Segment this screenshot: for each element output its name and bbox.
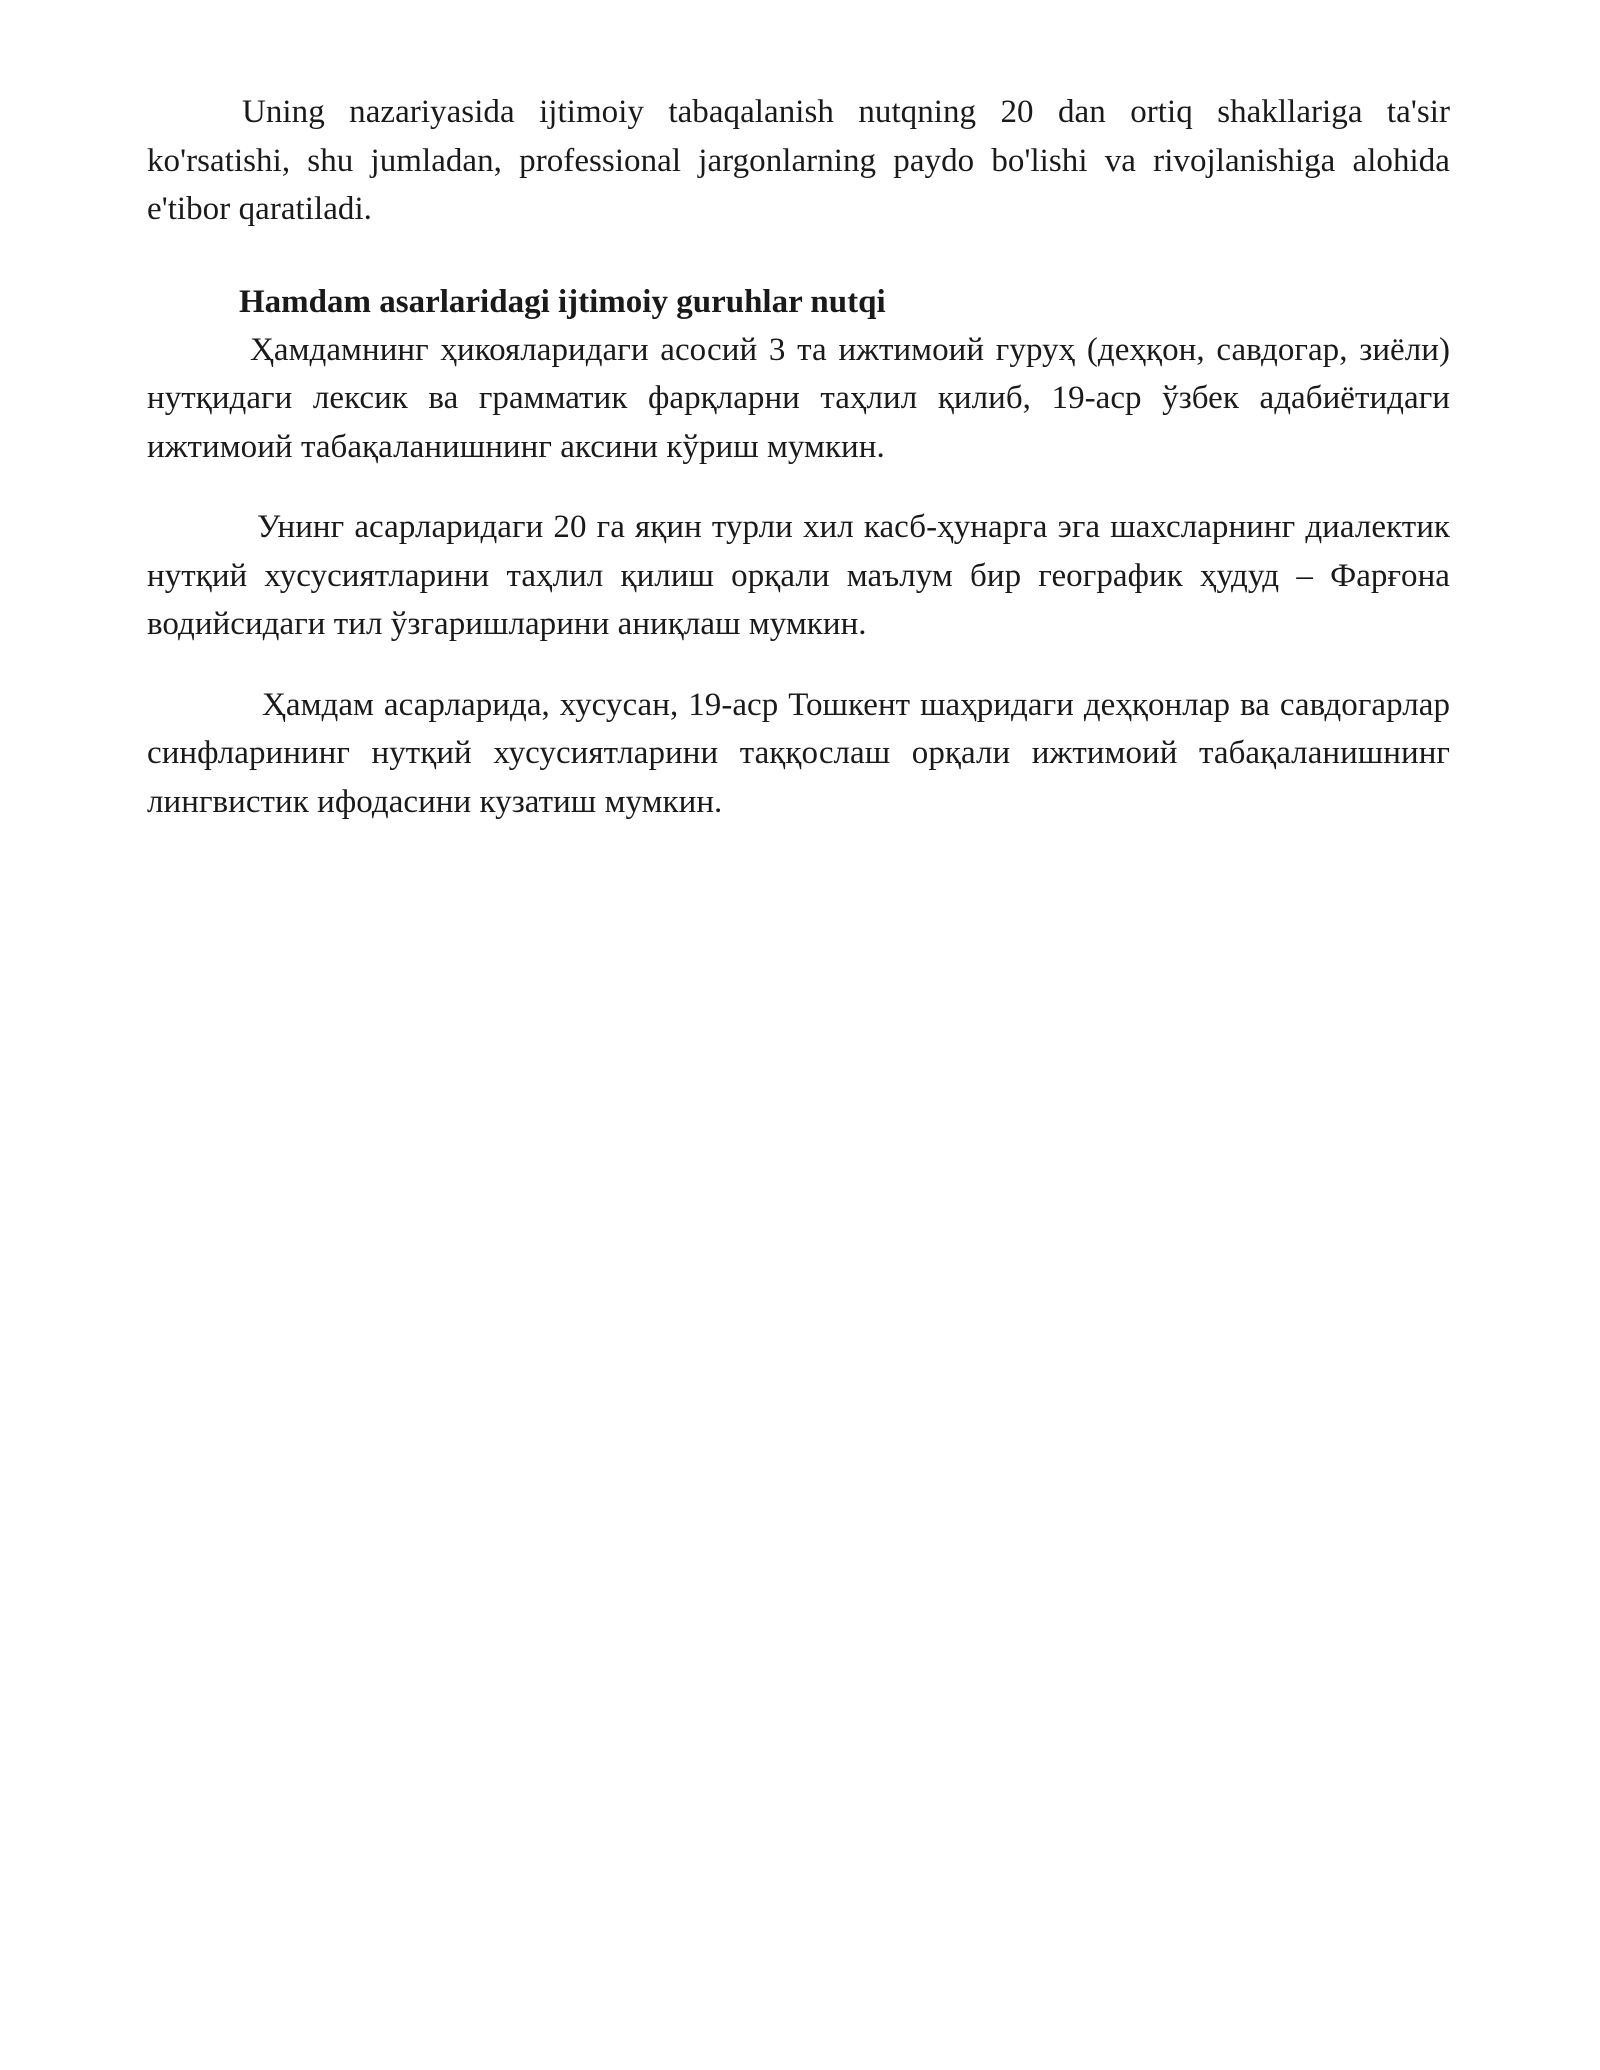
- section-heading: Hamdam asarlaridagi ijtimoiy guruhlar nutqi: [239, 283, 886, 320]
- paragraph-dialect-features: Унинг асарларидаги 20 га яқин турли хил касб-ҳунарга эга шахсларнинг диалектик нутқий хусусиятларини таҳлил қилиш орқали маълум бир географик ҳудуд – Фарғона водийсидаги тил ўзгаришларини аниқлаш мумкин.: [147, 509, 1450, 642]
- paragraph-intro: Uning nazariyasida ijtimoiy tabaqalanish nutqning 20 dan ortiq shakllariga ta'sir ko'rsatishi, shu jumladan, professional jargonlarning paydo bo'lishi va rivojlanishiga alohida e'tibor qaratiladi.: [147, 94, 1450, 227]
- paragraph-social-groups: Ҳамдамнинг ҳикояларидаги асосий 3 та ижтимоий гуруҳ (деҳқон, савдогар, зиёли) нутқидаги лексик ва грамматик фарқларни таҳлил қилиб, 19-аср ўзбек адабиётидаги ижтимоий табақаланишнинг аксини кўриш мумкин.: [147, 331, 1450, 465]
- paragraph-tashkent-classes: Ҳамдам асарларида, хусусан, 19-аср Тошкент шаҳридаги деҳқонлар ва савдогарлар синфларининг нутқий хусусиятларини таққослаш орқали ижтимоий табақаланишнинг лингвистик ифодасини кузатиш мумкин.: [147, 686, 1450, 820]
- document-body: [147, 88, 1450, 826]
